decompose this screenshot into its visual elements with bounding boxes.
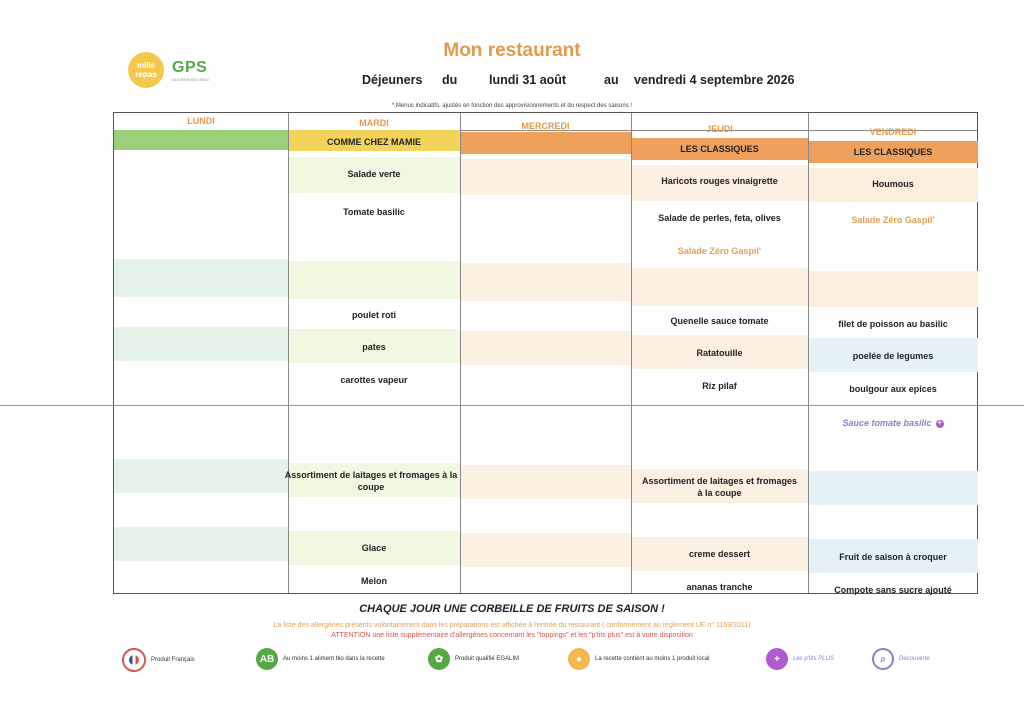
allergens-info (0, 621, 1024, 641)
egalim-icon: ✿ (428, 648, 450, 670)
day-header-lundi: LUNDI (187, 116, 215, 126)
star-plus-icon: + (766, 648, 788, 670)
mardi-accomp-2: carottes vapeur (340, 375, 408, 385)
legend-label: Produit qualifié EGALIM (455, 656, 520, 662)
mille-repas-logo: mille repas (128, 52, 164, 88)
jeudi-plat: Quenelle sauce tomate (670, 316, 769, 326)
mercredi-laitage-band (460, 465, 631, 499)
mardi-dessert-2: Melon (361, 576, 387, 586)
lundi-middle-band (114, 259, 288, 297)
mercredi-entree-band (460, 159, 631, 195)
fruits-banner: CHAQUE JOUR UNE CORBEILLE DE FRUITS DE SAISON ! (359, 603, 665, 615)
menu-grid (113, 112, 978, 594)
dejeuners-label: Déjeuners (362, 73, 423, 87)
legend-label: Produit Français (151, 657, 195, 663)
column-separator (460, 113, 461, 593)
menu-note: * Menus indicatifs, ajustés en fonction des approvisionnements et du respect des saisons ! (391, 103, 633, 109)
lundi-laitage-band (114, 459, 288, 493)
jeudi-accomp-2: Riz pilaf (702, 381, 737, 391)
day-header-jeudi: JEUDI (706, 124, 733, 134)
legend-local (568, 648, 709, 670)
day-header-mardi: MARDI (359, 118, 389, 128)
vendredi-plat: filet de poisson au basilic (838, 319, 948, 329)
legend-decouverte (872, 648, 930, 670)
mardi-entree-2: Tomate basilic (343, 207, 405, 217)
legend-label: La recette contient au moins 1 produit local (595, 656, 710, 662)
french-flag-icon (122, 648, 146, 672)
ab-bio-icon: AB (256, 648, 278, 670)
day-header-mercredi: MERCREDI (521, 121, 570, 131)
location-pin-icon: ● (568, 648, 590, 670)
lundi-dessert-band (114, 527, 288, 561)
mardi-middle-band (288, 261, 460, 299)
legend-bio (256, 648, 385, 670)
page-title: Mon restaurant (443, 40, 581, 61)
start-date: lundi 31 août (489, 73, 567, 87)
jeudi-accomp-1: Ratatouille (696, 348, 743, 358)
vendredi-dessert-1: Fruit de saison à croquer (839, 552, 947, 562)
mardi-accomp-1: pates (362, 342, 386, 352)
day-header-vendredi: VENDREDI (869, 127, 917, 137)
mardi-plat: poulet roti (352, 310, 396, 320)
magnifier-icon: ⌕ (872, 648, 894, 670)
vendredi-accomp-2: boulgour aux epices (849, 384, 937, 394)
vendredi-entree-1: Houmous (872, 179, 914, 189)
jeudi-entree-3: Salade Zéro Gaspil' (677, 246, 762, 256)
gps-logo-text: GPS (172, 58, 208, 76)
jeudi-entree-1: Haricots rouges vinaigrette (661, 176, 778, 186)
mardi-laitage: Assortiment de laitages et fromages à la coupe (284, 470, 458, 492)
allergens-line-2: ATTENTION une liste supplémentaire d'allergènes concernant les "toppings" et les "p'tits plus" est à votre disposition (331, 632, 693, 639)
au-label: au (604, 73, 619, 87)
gps-logo-subtitle: NOURRISSEZ BIEN (172, 76, 209, 82)
legend-label: Au moins 1 aliment bio dans la recette (283, 656, 385, 662)
mardi-theme: COMME CHEZ MAMIE (327, 137, 421, 147)
allergens-line-1: La liste des allergènes présents volontairement dans les préparations est affichée à l'entrée du restaurant ( conformément au règlement UE n° 1169/2011) (273, 622, 751, 629)
vendredi-dessert-2: Compote sans sucre ajouté (834, 585, 952, 595)
vendredi-entree-2: Salade Zéro Gaspil' (851, 215, 935, 225)
vendredi-accomp-1: poelée de legumes (852, 351, 934, 361)
jeudi-dessert-2: ananas tranche (686, 582, 753, 592)
legend-ptits-plus (766, 648, 834, 670)
fold-line (0, 405, 1024, 406)
end-date: vendredi 4 septembre 2026 (634, 73, 795, 87)
jeudi-dessert-1: creme dessert (688, 549, 751, 559)
lundi-accomp-band (114, 327, 288, 361)
mercredi-dessert-band (460, 533, 631, 567)
vendredi-laitage-band (808, 471, 978, 505)
vendredi-theme: LES CLASSIQUES (853, 147, 933, 157)
mercredi-theme-band (460, 132, 631, 154)
vendredi-middle-band (808, 271, 978, 307)
vendredi-sauce-label: Sauce tomate basilic (842, 418, 932, 428)
jeudi-middle-band (631, 268, 808, 306)
jeudi-laitage: Assortiment de laitages et fromages à la coupe (641, 476, 798, 498)
column-separator (288, 113, 289, 593)
mercredi-middle-band (460, 263, 631, 301)
legend-label: Découverte (899, 656, 930, 662)
vendredi-sauce (808, 417, 978, 429)
legend-label: Les p'tits PLUS (793, 656, 834, 662)
legend-egalim (428, 648, 519, 670)
mardi-dessert-1: Glace (361, 543, 387, 553)
legend-produit-francais (122, 648, 195, 672)
lundi-theme-band (114, 130, 288, 150)
mardi-entree-1: Salade verte (347, 169, 401, 179)
du-label: du (442, 73, 458, 87)
mercredi-accomp-band (460, 331, 631, 365)
jeudi-entree-2: Salade de perles, feta, olives (658, 213, 781, 223)
jeudi-theme: LES CLASSIQUES (680, 144, 759, 154)
ptits-plus-icon: + (937, 419, 942, 427)
